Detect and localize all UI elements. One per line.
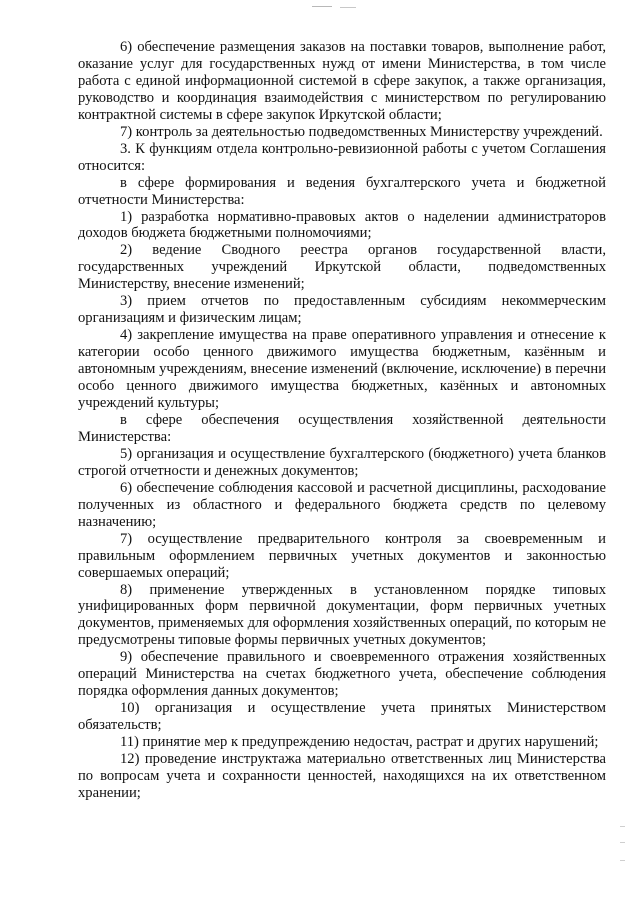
- paragraph: 7) контроль за деятельностью подведомственных Министерству учреждений.: [120, 123, 603, 140]
- paragraph: 6) обеспечение соблюдения кассовой и расчетной дисциплины, расходование полученных из областного и федерального бюджета средств по целевому назначению;: [78, 479, 606, 530]
- paragraph: 12) проведение инструктажа материально ответственных лиц Министерства по вопросам учета и сохранности ценностей, находящихся на их ответственном хранении;: [78, 751, 606, 801]
- paragraph: 3. К функциям отдела контрольно-ревизионной работы с учетом Соглашения относится:: [78, 140, 606, 174]
- paragraph: 11) принятие мер к предупреждению недостач, растрат и других нарушений;: [120, 734, 599, 751]
- paragraph: 3) прием отчетов по предоставленным субсидиям некоммерческим организациям и физическим лицам;: [78, 293, 606, 327]
- document-body: [78, 39, 606, 802]
- paragraph: 7) осуществление предварительного контроля за своевременным и правильным оформлением первичных учетных документов и законностью совершаемых операций;: [78, 530, 606, 581]
- paragraph: 2) ведение Сводного реестра органов государственной власти, государственных учреждений Иркутской области, подведомственных Министерству, внесение изменений;: [78, 242, 606, 293]
- paragraph: 8) применение утвержденных в установленном порядке типовых унифицированных форм первичной документации, форм первичных учетных документов, применяемых для оформления хозяйственных операций, по которым не предусмотрены типовые формы первичных учетных документов;: [78, 581, 606, 649]
- paragraph: 6) обеспечение размещения заказов на поставки товаров, выполнение работ, оказание услуг для государственных нужд от имени Министерства, в том числе работа с единой информационной системой в сфере закупок, а также организация, руководство и координация взаимодействия с министерством по регулированию контрактной системы в сфере закупок Иркутской области;: [78, 39, 606, 123]
- paragraph: 9) обеспечение правильного и своевременного отражения хозяйственных операций Министерства на счетах бюджетного учета, обеспечение соблюдения порядка оформления данных документов;: [78, 649, 606, 700]
- paragraph: в сфере обеспечения осуществления хозяйственной деятельности Министерства:: [78, 411, 606, 445]
- paragraph: 4) закрепление имущества на праве оперативного управления и отнесение к категории особо ценного движимого имущества бюджетным, казённым и автономным учреждениям, внесение изменений (включение, исключение) в перечни особо ценного движимого имущества бюджетных, казённых и автономных учреждений культуры;: [78, 327, 606, 412]
- paragraph: 10) организация и осуществление учета принятых Министерством обязательств;: [78, 700, 606, 734]
- paragraph: 5) организация и осуществление бухгалтерского (бюджетного) учета бланков строгой отчетности и денежных документов;: [78, 445, 606, 479]
- paragraph: 1) разработка нормативно-правовых актов о наделении администраторов доходов бюджета бюджетными полномочиями;: [78, 208, 606, 242]
- scan-artifact: [312, 4, 362, 10]
- scan-artifact: [618, 820, 628, 880]
- paragraph: в сфере формирования и ведения бухгалтерского учета и бюджетной отчетности Министерства:: [78, 174, 606, 208]
